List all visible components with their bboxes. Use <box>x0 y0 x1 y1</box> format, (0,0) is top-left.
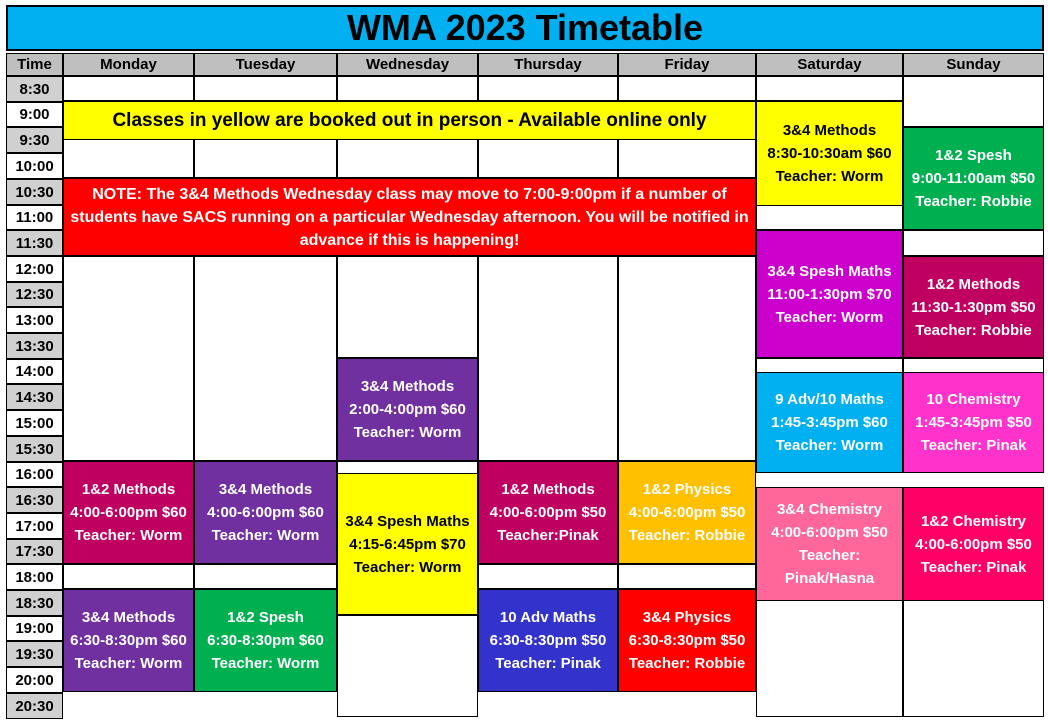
class-name: 10 Adv Maths <box>499 609 597 626</box>
page-title: WMA 2023 Timetable <box>6 5 1044 51</box>
class-block <box>63 461 194 564</box>
time-label: 8:30 <box>6 76 63 102</box>
time-label: 18:30 <box>6 590 63 616</box>
class-name: 1&2 Spesh <box>935 147 1012 164</box>
class-detail: Teacher: Robbie <box>915 193 1032 210</box>
class-detail: Teacher:Pinak <box>497 527 599 544</box>
class-detail: Teacher: Worm <box>211 655 320 672</box>
time-label: 20:00 <box>6 667 63 693</box>
class-name: 3&4 Methods <box>218 481 313 498</box>
time-label: 12:30 <box>6 282 63 307</box>
time-label: 13:30 <box>6 333 63 359</box>
class-detail: 1:45-3:45pm $50 <box>915 414 1032 431</box>
class-detail: 4:00-6:00pm $60 <box>207 504 324 521</box>
class-block <box>756 230 903 358</box>
class-detail: Teacher: Robbie <box>628 655 746 672</box>
time-label: 14:30 <box>6 384 63 410</box>
class-block <box>756 372 903 473</box>
class-detail: Teacher: Worm <box>775 437 884 454</box>
column-header-wednesday: Wednesday <box>337 53 478 76</box>
class-detail: Teacher: <box>798 547 861 564</box>
empty-slot <box>478 256 618 461</box>
time-label: 19:30 <box>6 641 63 667</box>
class-detail: 11:00-1:30pm $70 <box>767 285 892 303</box>
class-detail: 9:00-11:00am $50 <box>911 170 1036 187</box>
class-detail: Teacher: Pinak <box>920 558 1027 576</box>
class-block <box>194 461 337 564</box>
class-name: 3&4 Methods <box>782 122 877 139</box>
class-name: 3&4 Spesh Maths <box>767 262 892 280</box>
class-detail: Teacher: Robbie <box>915 321 1032 339</box>
class-block <box>903 372 1044 473</box>
empty-slot <box>194 76 337 101</box>
column-header-sunday: Sunday <box>903 53 1044 76</box>
column-header-friday: Friday <box>618 53 756 76</box>
class-name: 3&4 Physics <box>642 609 732 626</box>
time-label: 15:30 <box>6 436 63 462</box>
time-label: 9:30 <box>6 127 63 153</box>
class-block <box>478 589 618 692</box>
empty-slot <box>478 76 618 101</box>
empty-slot <box>478 564 618 589</box>
time-label: 10:30 <box>6 179 63 205</box>
class-detail: 6:30-8:30pm $50 <box>628 632 746 649</box>
empty-slot <box>903 589 1044 717</box>
empty-slot <box>194 256 337 461</box>
class-name: 3&4 Spesh Maths <box>345 512 470 530</box>
empty-slot <box>903 230 1044 256</box>
class-detail: 2:00-4:00pm $60 <box>349 401 466 418</box>
class-name: 3&4 Methods <box>360 378 455 395</box>
availability-banner: Classes in yellow are booked out in person - Available online only <box>63 101 756 140</box>
class-name: 1&2 Methods <box>926 275 1021 293</box>
class-name: 3&4 Methods <box>81 609 176 626</box>
time-label: 17:00 <box>6 513 63 539</box>
class-detail: Teacher: Worm <box>775 168 884 185</box>
empty-slot <box>63 76 194 101</box>
class-detail: 1:45-3:45pm $60 <box>771 414 888 431</box>
class-name: 1&2 Methods <box>81 481 176 498</box>
class-detail: Teacher: Pinak <box>920 437 1027 454</box>
class-detail: 4:00-6:00pm $50 <box>771 524 888 541</box>
class-detail: Teacher: Robbie <box>628 527 746 544</box>
time-label: 19:00 <box>6 616 63 641</box>
time-label: 14:00 <box>6 359 63 384</box>
class-block <box>337 358 478 461</box>
class-detail: 4:00-6:00pm $50 <box>628 504 746 521</box>
class-name: 1&2 Spesh <box>227 609 304 626</box>
class-block <box>194 589 337 692</box>
class-name: 10 Chemistry <box>926 391 1021 408</box>
column-header-thursday: Thursday <box>478 53 618 76</box>
time-label: 20:30 <box>6 693 63 719</box>
empty-slot <box>903 76 1044 127</box>
empty-slot <box>618 256 756 461</box>
class-block <box>618 589 756 692</box>
class-detail: 8:30-10:30am $60 <box>767 145 892 162</box>
class-block <box>756 487 903 601</box>
time-label: 16:00 <box>6 462 63 487</box>
empty-slot <box>618 564 756 589</box>
empty-slot <box>756 589 903 717</box>
empty-slot <box>337 256 478 358</box>
class-detail: Teacher: Worm <box>353 424 462 441</box>
empty-slot <box>618 76 756 101</box>
time-label: 11:00 <box>6 205 63 230</box>
class-block <box>618 461 756 564</box>
class-block <box>756 101 903 206</box>
class-detail: 4:15-6:45pm $70 <box>349 535 466 553</box>
class-detail: 4:00-6:00pm $50 <box>489 504 607 521</box>
empty-slot <box>194 564 337 589</box>
class-detail: Teacher: Worm <box>211 527 320 544</box>
class-name: 1&2 Chemistry <box>920 512 1027 530</box>
class-detail: Teacher: Pinak <box>495 655 601 672</box>
time-label: 12:00 <box>6 256 63 282</box>
class-detail: 6:30-8:30pm $50 <box>489 632 607 649</box>
column-header-time: Time <box>6 53 63 76</box>
class-detail: 4:00-6:00pm $50 <box>915 535 1032 553</box>
empty-slot <box>756 204 903 230</box>
empty-slot <box>63 564 194 589</box>
class-name: 9 Adv/10 Maths <box>775 391 884 408</box>
column-header-monday: Monday <box>63 53 194 76</box>
class-block <box>337 473 478 615</box>
class-block <box>903 127 1044 230</box>
wednesday-note-banner: NOTE: The 3&4 Methods Wednesday class may move to 7:00-9:00pm if a number of students have SACS running on a particular Wednesday afternoon. You will be notified in advance if this is happening! <box>63 178 756 256</box>
empty-slot <box>63 256 194 461</box>
column-header-tuesday: Tuesday <box>194 53 337 76</box>
time-label: 13:00 <box>6 307 63 333</box>
class-block <box>903 487 1044 601</box>
time-label: 11:30 <box>6 230 63 256</box>
class-detail: Teacher: Worm <box>74 655 183 672</box>
time-label: 17:30 <box>6 539 63 564</box>
class-name: 1&2 Physics <box>642 481 732 498</box>
class-detail: 6:30-8:30pm $60 <box>207 632 324 649</box>
empty-slot <box>756 76 903 101</box>
empty-slot <box>337 76 478 101</box>
class-name: 1&2 Methods <box>501 481 595 498</box>
class-detail: Teacher: Worm <box>74 527 183 544</box>
time-label: 18:00 <box>6 564 63 590</box>
class-detail: 11:30-1:30pm $50 <box>911 298 1036 316</box>
class-detail: Pinak/Hasna <box>784 570 875 587</box>
class-name: 3&4 Chemistry <box>776 501 883 518</box>
time-label: 15:00 <box>6 410 63 436</box>
class-detail: 6:30-8:30pm $60 <box>70 632 187 649</box>
time-label: 10:00 <box>6 153 63 179</box>
class-block <box>63 589 194 692</box>
empty-slot <box>337 615 478 717</box>
time-label: 16:30 <box>6 487 63 513</box>
column-header-saturday: Saturday <box>756 53 903 76</box>
class-block <box>903 256 1044 358</box>
time-label: 9:00 <box>6 102 63 127</box>
class-block <box>478 461 618 564</box>
class-detail: Teacher: Worm <box>353 558 462 576</box>
class-detail: Teacher: Worm <box>775 308 884 326</box>
class-detail: 4:00-6:00pm $60 <box>70 504 187 521</box>
